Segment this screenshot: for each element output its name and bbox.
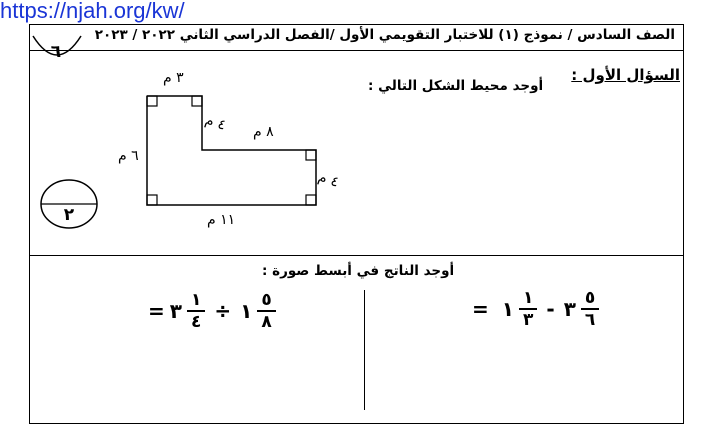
l-shape-outline [147,96,316,205]
denominator: ٦ [581,308,599,330]
right-angle-mark [147,195,157,205]
operator: ÷ [214,299,232,323]
right-angle-mark [306,195,316,205]
operator: - [546,297,555,321]
fraction [581,288,599,330]
label-right: ٤ م [316,169,341,191]
right-angle-mark [147,96,157,106]
denominator: ٨ [257,310,275,332]
fraction [519,288,537,330]
denominator: ٤ [187,310,205,332]
subtraction-expression [472,288,599,330]
label-step-vertical: ٤ م [203,112,228,134]
numerator: ١ [190,290,202,310]
whole-number: ٣ [169,299,182,323]
worksheet-frame [29,24,684,424]
perimeter-instruction: أوجد محيط الشكل التالي : [368,78,544,94]
numerator: ٥ [261,290,272,310]
right-angle-mark [306,150,316,160]
whole-number: ١ [240,299,253,323]
simplify-instruction: أوجد الناتج في أبسط صورة : [262,263,455,279]
question-label: السؤال الأول : [571,66,680,84]
source-url[interactable]: https://njah.org/kw/ [0,0,185,23]
label-left: ٦ م [118,148,139,164]
column-divider [364,290,365,410]
division-expression [148,290,276,332]
section-divider [29,255,684,256]
right-angle-mark [192,96,202,106]
header-divider [29,50,684,51]
numerator: ٥ [584,288,596,308]
label-step-horizontal: ٨ م [253,124,274,140]
equals-sign: = [472,297,489,321]
label-top: ٣ م [163,70,184,86]
section-score: ٦ [50,42,62,62]
worksheet-header: الصف السادس / نموذج (١) للاختبار التقويمي الأول /الفصل الدراسي الثاني ٢٠٢٢ / ٢٠٢٣ [94,27,675,43]
equals-sign: = [148,299,165,323]
numerator: ١ [522,288,534,308]
fraction [257,290,275,332]
fraction [187,290,205,332]
label-bottom: ١١ م [207,212,236,228]
perimeter-score: ٢ [63,205,75,225]
denominator: ٣ [519,308,537,330]
l-shape-figure [140,90,330,215]
whole-number: ٣ [563,297,576,321]
whole-number: ١ [501,297,514,321]
